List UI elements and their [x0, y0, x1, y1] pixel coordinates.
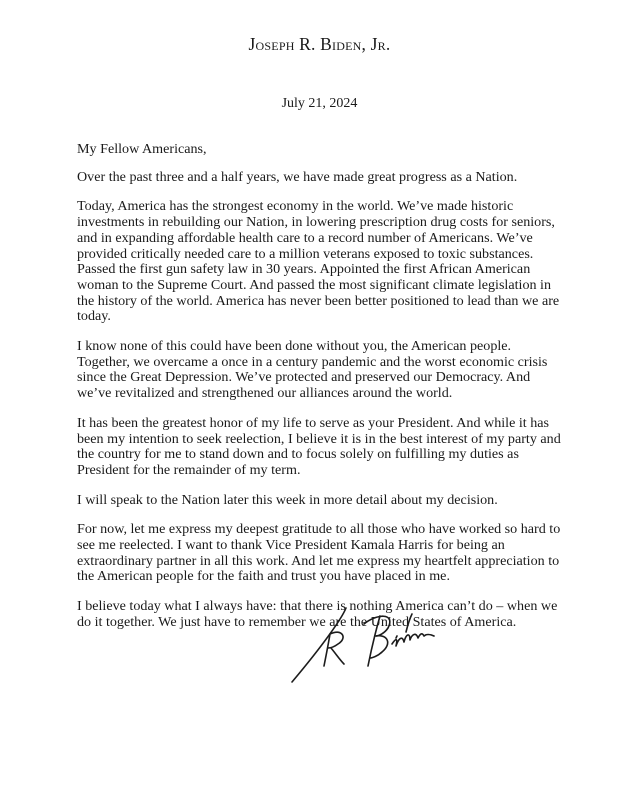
- letter-body: [77, 142, 567, 645]
- paragraph-progress: Over the past three and a half years, we have made great progress as a Nation.: [77, 168, 518, 185]
- paragraph-closing: I believe today what I always have: that there is nothing America can’t do – when we do it together. We just have to remember we are the United States of America.: [77, 598, 558, 630]
- paragraph-gratitude: For now, let me express my deepest gratitude to all those who have worked so hard to see me reelected. I want to thank Vice President Kamala Harris for being an extraordinary partner in all this work. And let me express my heartfelt appreciation to the American people for the faith and trust you have placed in me.: [77, 521, 561, 585]
- paragraph-speak-to-nation: I will speak to the Nation later this week in more detail about my decision.: [77, 491, 498, 508]
- letterhead-name: Joseph R. Biden, Jr.: [248, 34, 391, 54]
- handwritten-signature-icon: [284, 604, 464, 684]
- paragraph-economy: Today, America has the strongest economy in the world. We’ve made historic investments in rebuilding our Nation, in lowering prescription drug costs for seniors, and in expanding affordable health care to a record number of Americans. We’ve provided critically needed care to a million veterans exposed to toxic substances. Passed the first gun safety law in 30 years. Appointed the first African American woman to the Supreme Court. And passed the most significant climate legislation in the history of the world. America has never been better positioned to lead than we are today.: [77, 198, 560, 325]
- letter-date: July 21, 2024: [281, 96, 358, 111]
- salutation: My Fellow Americans,: [77, 141, 207, 157]
- paragraph-stand-down: It has been the greatest honor of my life to serve as your President. And while it has been my intention to seek reelection, I believe it is in the best interest of my party and the country for me to stand down and to focus solely on fulfilling my duties as President for the remainder of my term.: [77, 414, 561, 478]
- paragraph-american-people: I know none of this could have been done without you, the American people. Together, we overcame a once in a century pandemic and the worst economic crisis since the Great Depression. We’ve protected and preserved our Democracy. And we’ve revitalized and strengthened our alliances around the world.: [77, 338, 548, 402]
